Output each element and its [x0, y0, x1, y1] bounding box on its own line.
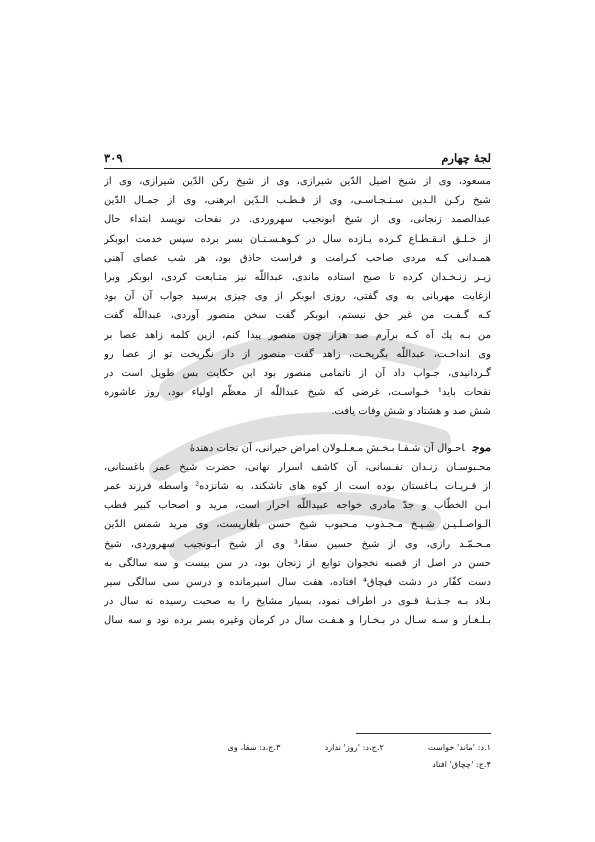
text-line: دست کفّار در دشت قپچاق⁴ افتاده، هفت سال اسیرمانده و درسن سی سالگی سیر	[104, 577, 491, 589]
footnote-row	[104, 739, 491, 756]
text-line: نفحات باید¹ خـواسـت، غرضی که شیخ عبداللّه از معظّم اولیاء بود، روز عاشوره	[104, 387, 491, 399]
text-line: شیخ رکـن الـدین سـنـجـاسـی، وی از قـطـب الـدّین ابرهنی، وی از جمـال الدّین	[104, 195, 491, 207]
text-line: احـوال آن شـفـا بـخـش مـعـلـولان امراض حیرانی، آن نجات دهندهٔ	[189, 442, 465, 454]
text-line: عبدالصمد زنجانی، وی از شیخ ابونجیب سهروردی. در نفحات نویسد ابتداء حال	[104, 214, 491, 226]
text-line: از خـلـق انـقـطـاع کـرده یـازده سال در کـوهـسـتـان بسر برده سپس خدمت ابوبکر	[104, 233, 491, 245]
footnote-4: ۴.ج: 'چچاق' افتاد	[432, 759, 491, 769]
text-line: ازغایت مهربانی به وی گفتی، روزی ابوبکر از وی چیزی پرسید جواب آن آن بود	[104, 291, 491, 303]
text-line: از قـریـات بـاغستان بوده است از کوه های تاشکند، به شانزده² واسطه فرزند عمر	[104, 481, 491, 493]
text-line: همـدانی کـه مردی صاحب کـرامت و فراست حاذق بود، هر شب عصای آهنی	[104, 252, 491, 264]
footnote-3: ۳.ج،د: سقا، وی	[227, 742, 281, 752]
text-line: زیـر زنـخـدان کرده تا صبح استاده ماندی، عبداللّه نیز متـابعت کردی، ابوبکر وبرا	[104, 272, 491, 284]
text-line: ابـن الخطّاب و جدّ مادری خواجه عبیداللّه احرار است، مرید و اصحاب کبیر قطب	[104, 500, 491, 512]
text-line: حسن در اصل از قصبه نخجوان توابع از زنجان بود، در سن بیست و سه سالگی به	[104, 557, 491, 569]
footnotes	[104, 739, 491, 773]
text-line: شش صد و هشتاد و شش وفات یافت.	[331, 406, 491, 418]
footnote-row	[104, 756, 491, 773]
page-number: ۳۰۹	[104, 151, 123, 165]
text-line-with-lead	[104, 438, 491, 458]
running-header	[104, 149, 491, 167]
text-line: کـه گـفـت من غیر حق نیستم، ابوبکر گفت سخن منصور آوردی، عبداللّه گفت	[104, 310, 491, 322]
footnote-2: ۲.ج،د: 'روز' ندارد	[324, 742, 384, 752]
chapter-title: لجهٔ چهارم	[441, 151, 491, 165]
text-line: بـلاد بـه جـذبـهٔ قـوی در اطراف نمود، بسیار مشایخ را به صحبت رسیده نه سال در	[104, 596, 491, 608]
footnote-1: ۱.د: 'ماند' خواست	[427, 742, 491, 752]
footnote-rule	[356, 733, 491, 734]
text-line: بـلـغـار و سـه سـال در بـخـارا و هـفـت سال در کرمان وغیره بسر برده نود و سه سال	[104, 615, 491, 627]
paragraph-1	[104, 172, 491, 422]
main-text	[104, 172, 491, 631]
text-line: مـحـمّـد رازی، وی از شیخ حسین سقا،³ وی از شیخ ابـونجیب سهروردی، شیخ	[104, 538, 491, 550]
text-line: الـواصـلـیـن شـیـخ مـجـذوب مـحبوب شیخ حسن بلغاریست، وی مرید شمس الدّین	[104, 519, 491, 531]
text-line: مسعود، وی از شیخ اصیل الدّین شیرازی، وی از شیخ رکن الدّین شیرازی، وی از	[104, 176, 491, 187]
header-rule	[104, 168, 491, 169]
text-line: وی انداخـت، عبداللّه بگریخـت، زاهد گفت منصور از دار نگریخت تو از عصا رو	[104, 348, 491, 360]
text-line: محـبوسـان زنـدان نفـسانی، آن کاشف اسرار نهانی، حضرت شیخ عمر باغستانی،	[104, 461, 491, 473]
paragraph-spacer	[104, 422, 491, 438]
text-line: گـردانیدی، جـواب داد آن از ناتمامی منصور بود این حکایت بس طویل است در	[104, 368, 491, 380]
text-line: من بـه یك آه کـه برآرم صد هزار چون منصور پیدا کنم، ازین کلمه زاهد عصا بر	[104, 329, 491, 341]
section-lead-word: موج	[472, 440, 491, 454]
paragraph-2	[104, 438, 491, 631]
